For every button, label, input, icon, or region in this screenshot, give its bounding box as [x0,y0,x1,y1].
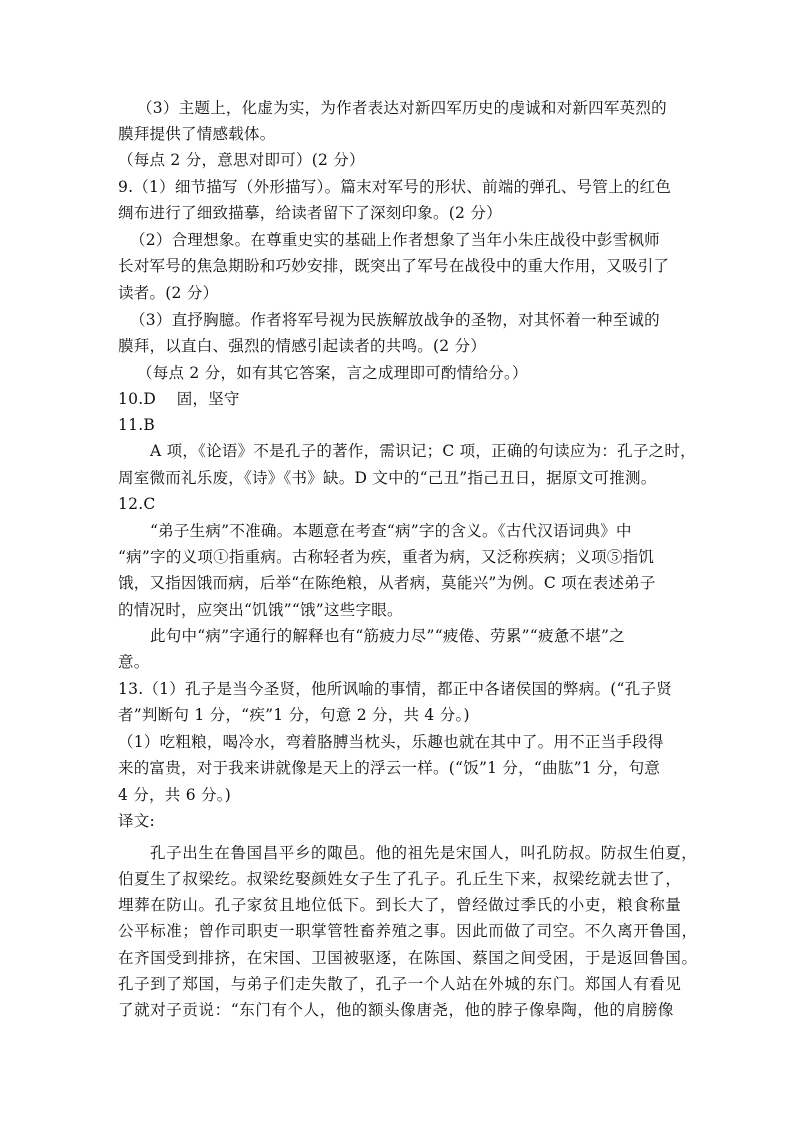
translation-line-2: 伯夏生了叔梁纥。叔梁纥娶颜姓女子生了孔子。孔丘生下来，叔梁纥就去世了， [118,870,682,888]
answer-13-part-1-line-1: 13.（1）孔子是当今圣贤，他所讽喻的事情，都正中各诸侯国的弊病。(“孔子贤 [118,680,672,698]
answer-9-point-1-line-1: 9.（1）细节描写（外形描写）。篇末对军号的形状、前端的弹孔、号管上的红色 [118,178,672,196]
answer-10: 10.D 固，坚守 [118,390,240,408]
answer-13-part-2-line-2: 来的富贵，对于我来讲就像是天上的浮云一样。(“饭”1 分，“曲肱”1 分，句意 [118,759,661,777]
translation-line-1: 孔子出生在鲁国昌平乡的陬邑。他的祖先是宋国人，叫孔防叔。防叔生伯夏， [150,844,698,862]
answer-9-point-2-line-3: 读者。(2 分） [118,284,219,302]
answer-13-part-2-line-1: （1）吃粗粮，喝冷水，弯着胳膊当枕头，乐趣也就在其中了。用不正当手段得 [118,733,664,751]
translation-line-7: 了就对子贡说：“东门有个人，他的额头像唐尧，他的脖子像皋陶，他的肩膀像 [118,1001,674,1019]
answer-12-explanation-line-3: 饿，又指因饿而病，后举“在陈绝粮，从者病，莫能兴”为例。C 项在表述弟子 [118,574,656,592]
answer-9-point-1-line-2: 绸布进行了细致描摹，给读者留下了深刻印象。(2 分） [118,204,502,222]
translation-line-3: 埋葬在防山。孔子家贫且地位低下。到长大了，曾经做过季氏的小吏，粮食称量 [118,896,682,914]
answer-12-explanation-line-4: 的情况时，应突出“饥饿”“饿”这些字眼。 [118,601,403,619]
answer-12-note-line-2: 意。 [118,653,150,671]
answer-8-point-3-line-1: （3）主题上，化虚为实，为作者表达对新四军历史的虔诚和对新四军英烈的 [137,99,667,117]
answer-13-part-1-line-2: 者”判断句 1 分，“疾”1 分，句意 2 分，共 4 分。) [118,706,470,724]
answer-9-point-2-line-1: （2）合理想象。在尊重史实的基础上作者想象了当年小朱庄战役中彭雪枫师 [130,231,660,249]
answer-11: 11.B [118,416,156,434]
answer-12-note-line-1: 此句中“病”字通行的解释也有“筋疲力尽”“疲倦、劳累”“疲惫不堪”之 [150,627,625,645]
answer-12: 12.C [118,495,156,513]
answer-11-explanation-line-2: 周室微而礼乐废，《诗》《书》缺。D 文中的“己丑”指己丑日，据原文可推测。 [118,469,657,487]
answer-9-point-3-line-2: 膜拜，以直白、强烈的情感引起读者的共鸣。(2 分） [118,337,487,355]
translation-heading: 译文: [118,812,155,830]
answer-11-explanation-line-1: A 项，《论语》不是孔子的著作，需识记；C 项，正确的句读应为：孔子之时， [150,442,696,460]
answer-9-point-2-line-2: 长对军号的焦急期盼和巧妙安排，既突出了军号在战役中的重大作用，又吸引了 [118,257,670,275]
translation-line-4: 公平标准；曾作司职吏一职掌管牲畜养殖之事。因此而做了司空。不久离开鲁国， [118,922,698,940]
answer-13-part-2-line-3: 4 分，共 6 分。) [118,786,232,804]
answer-9-point-3-line-1: （3）直抒胸臆。作者将军号视为民族解放战争的圣物，对其怀着一种至诚的 [130,311,660,329]
answer-12-explanation-line-1: “弟子生病”不准确。本题意在考查“病”字的含义。《古代汉语词典》中 [150,522,632,540]
translation-line-6: 孔子到了郑国，与弟子们走失散了，孔子一个人站在外城的东门。郑国人有看见 [118,975,682,993]
answer-8-point-3-line-2: 膜拜提供了情感载体。 [118,125,276,143]
answer-12-explanation-line-2: “病”字的义项①指重病。古称轻者为疾，重者为病，又泛称疾病；义项⑤指饥 [118,548,655,566]
answer-8-scoring-note: （每点 2 分，意思对即可）(2 分） [118,151,365,169]
answer-9-scoring-note: （每点 2 分，如有其它答案，言之成理即可酌情给分。） [137,364,528,382]
translation-line-5: 在齐国受到排挤，在宋国、卫国被驱逐，在陈国、蔡国之间受困，于是返回鲁国。 [118,949,698,967]
